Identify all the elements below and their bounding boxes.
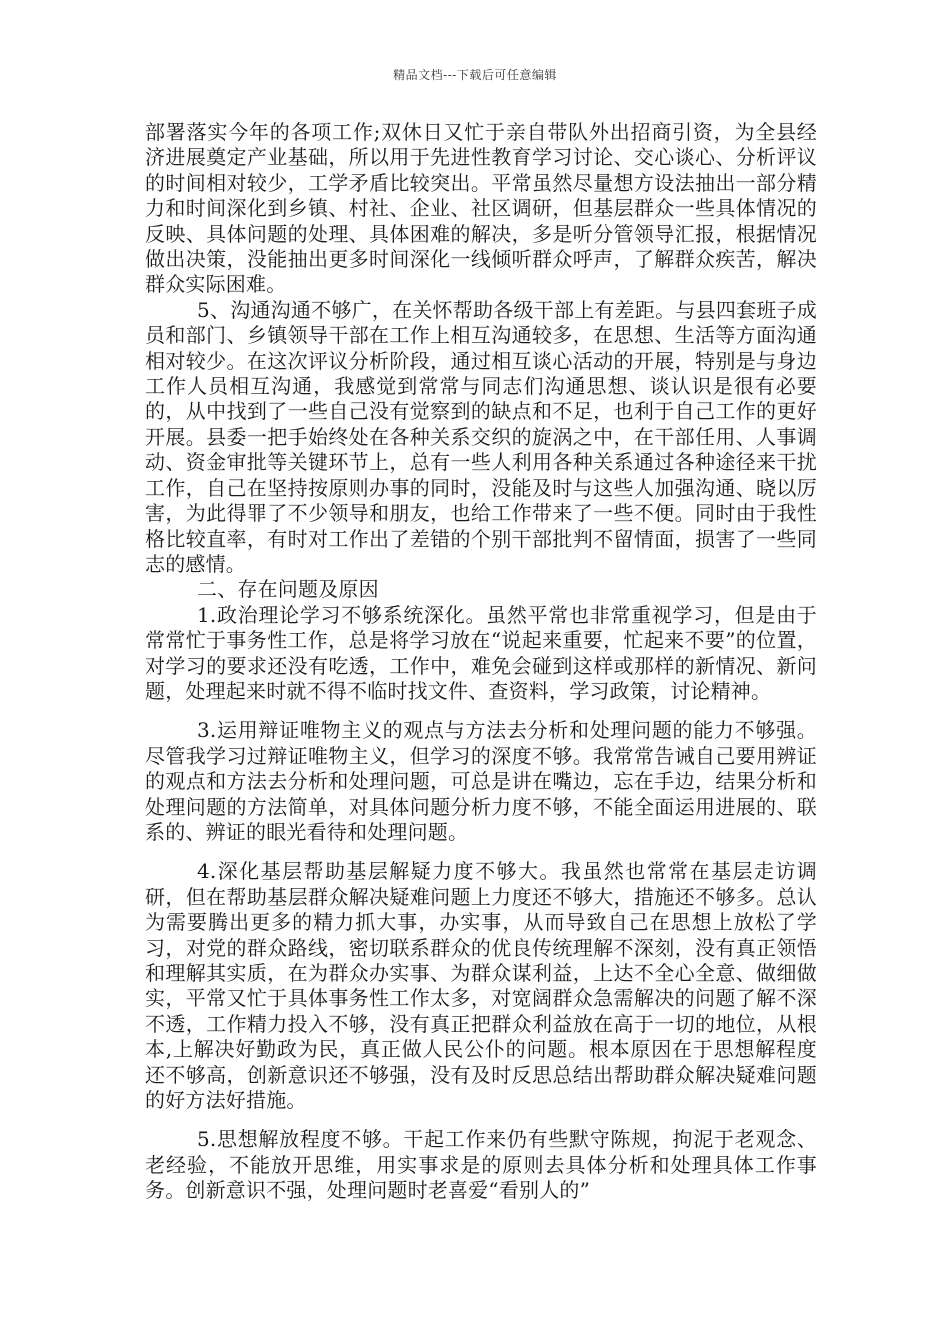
section-heading-problems: 二、存在问题及原因 (197, 577, 379, 602)
paragraph-item-5-communication: 5、沟通沟通不够广，在关怀帮助各级干部上有差距。与县四套班子成员和部门、乡镇领导干部在工作上相互沟通较多，在思想、生活等方面沟通相对较少。在这次评议分析阶段，通过相互谈心活动的开展，特别是与身边工作人员相互沟通，我感觉到常常与同志们沟通思想、谈认识是很有必要的，从中找到了一些自己没有觉察到的缺点和不足，也利于自己工作的更好开展。县委一把手始终处在各种关系交织的旋涡之中，在干部任用、人事调动、资金审批等关键环节上，总有一些人利用各种关系通过各种途径来干扰工作，自己在坚持按原则办事的同时，没能及时与这些人加强沟通、晓以厉害，为此得罪了不少领导和朋友，也给工作带来了一些不便。同时由于我性格比较直率，有时对工作出了差错的个别干部批判不留情面，损害了一些同志的感情。 (145, 297, 817, 576)
paragraph-item-5-emancipation: 5.思想解放程度不够。干起工作来仍有些默守陈规，拘泥于老观念、老经验，不能放开思维，用实事求是的原则去具体分析和处理具体工作事务。创新意识不强，处理问题时老喜爱“看别人的” (145, 1127, 817, 1203)
paragraph-item-1-theory-study: 1.政治理论学习不够系统深化。虽然平常也非常重视学习，但是由于常常忙于事务性工作，总是将学习放在“说起来重要，忙起来不要”的位置，对学习的要求还没有吃透，工作中，难免会碰到这样或那样的新情况、新问题，处理起来时就不得不临时找文件、查资料，学习政策，讨论精神。 (145, 602, 817, 703)
paragraph-item-4-grassroots: 4.深化基层帮助基层解疑力度不够大。我虽然也常常在基层走访调研，但在帮助基层群众解决疑难问题上力度还不够大，措施还不够多。总认为需要腾出更多的精力抓大事，办实事，从而导致自己在思想上放松了学习，对党的群众路线，密切联系群众的优良传统理解不深刻，没有真正领悟和理解其实质，在为群众办实事、为群众谋利益，上达不全心全意、做细做实，平常又忙于具体事务性工作太多，对宽阔群众急需解决的问题了解不深不透，工作精力投入不够，没有真正把群众利益放在高于一切的地位，从根本,上解决好勤政为民，真正做人民公仆的问题。根本原因在于思想解程度还不够高，创新意识还不够强，没有及时反思总结出帮助群众解决疑难问题的好方法好措施。 (145, 859, 817, 1113)
paragraph-continuation: 部署落实今年的各项工作;双休日又忙于亲自带队外出招商引资，为全县经济进展奠定产业基础，所以用于先进性教育学习讨论、交心谈心、分析评议的时间相对较少，工学矛盾比较突出。平常虽然尽量想方设法抽出一部分精力和时间深化到乡镇、村社、企业、社区调研，但基层群众一些具体情况的反映、具体问题的处理、具体困难的解决，多是听分管领导汇报，根据情况做出决策，没能抽出更多时间深化一线倾听群众呼声，了解群众疾苦，解决群众实际困难。 (145, 120, 817, 297)
document-body (145, 120, 817, 1204)
page-header: 精品文档---下载后可任意编辑 (393, 68, 557, 82)
paragraph-item-3-dialectics: 3.运用辩证唯物主义的观点与方法去分析和处理问题的能力不够强。尽管我学习过辩证唯物主义，但学习的深度不够。我常常告诫自己要用辨证的观点和方法去分析和处理问题，可总是讲在嘴边，忘在手边，结果分析和处理问题的方法简单，对具体问题分析力度不够，不能全面运用进展的、联系的、辨证的眼光看待和处理问题。 (145, 718, 817, 844)
